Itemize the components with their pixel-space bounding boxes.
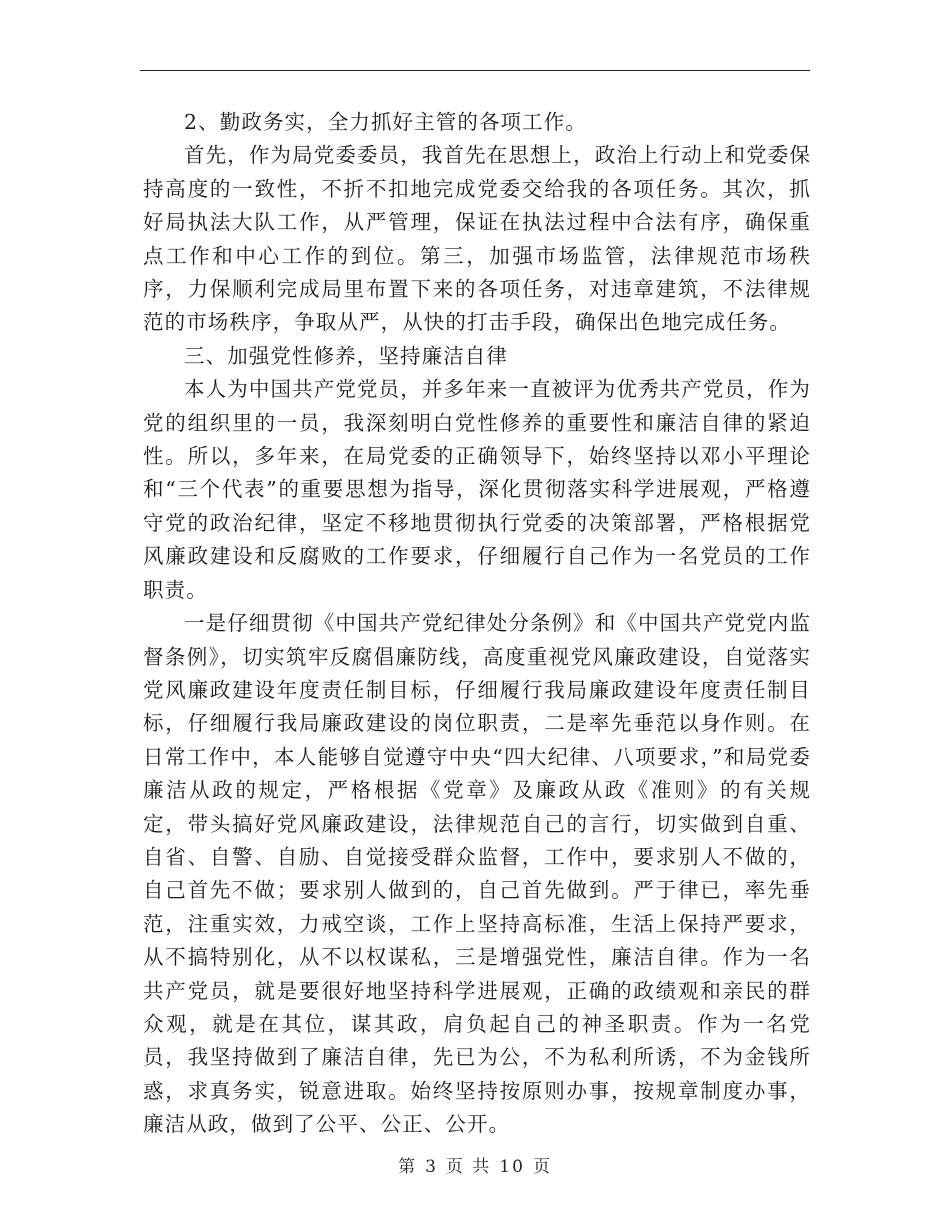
document-body [143,106,811,1142]
footer-prefix: 第 [398,1157,418,1177]
footer-suffix: 页 [532,1157,552,1177]
paragraph-work-details: 首先，作为局党委委员，我首先在思想上，政治上行动上和党委保持高度的一致性，不折不扣地完成党委交给我的各项任务。其次，抓好局执法大队工作，从严管理，保证在执法过程中合法有序，确保重点工作和中心工作的到位。第三，加强市场监管，法律规范市场秩序，力保顺利完成局里布置下来的各项任务，对违章建筑，不法律规范的市场秩序，争取从严，从快的打击手段，确保出色地完成任务。 [143,143,811,335]
footer-total-pages: 10 [499,1157,525,1177]
paragraph-integrity-measures: 一是仔细贯彻《中国共产党纪律处分条例》和《中国共产党党内监督条例》，切实筑牢反腐倡廉防线，高度重视党风廉政建设，自觉落实党风廉政建设年度责任制目标，仔细履行我局廉政建设年度责任制目标，仔细履行我局廉政建设的岗位职责，二是率先垂范以身作则。在日常工作中，本人能够自觉遵守中央“四大纪律、八项要求，”和局党委廉洁从政的规定，严格根据《党章》及廉政从政《准则》的有关规定，带头搞好党风廉政建设，法律规范自己的言行，切实做到自重、自省、自警、自励、自觉接受群众监督，工作中，要求别人不做的，自己首先不做；要求别人做到的，自己首先做到。严于律已，率先垂范，注重实效，力戒空谈，工作上坚持高标准，生活上保持严要求，从不搞特别化，从不以权谋私，三是增强党性，廉洁自律。作为一名共产党员，就是要很好地坚持科学进展观，正确的政绩观和亲民的群众观，就是在其位，谋其政，肩负起自己的神圣职责。作为一名党员，我坚持做到了廉洁自律，先已为公，不为私利所诱，不为金钱所惑，求真务实，锐意进取。始终坚持按原则办事，按规章制度办事，廉洁从政，做到了公平、公正、公开。 [143,611,811,1137]
header-rule [140,70,810,71]
section-heading-party-discipline: 三、加强党性修养，坚持廉洁自律 [184,343,508,368]
footer-middle: 页 共 [445,1157,492,1177]
footer-page-number: 3 [425,1157,438,1177]
paragraph-party-membership: 本人为中国共产党党员，并多年来一直被评为优秀共产党员，作为党的组织里的一员，我深刻明白党性修养的重要性和廉洁自律的紧迫性。所以，多年来，在局党委的正确领导下，始终坚持以邓小平理论和“三个代表”的重要思想为指导，深化贯彻落实科学进展观，严格遵守党的政治纪律，坚定不移地贯彻执行党委的决策部署，严格根据党风廉政建设和反腐败的工作要求，仔细履行自己作为一名党员的工作职责。 [143,377,811,602]
paragraph-work-heading: 2、勤政务实，全力抓好主管的各项工作。 [184,110,587,134]
page-footer [0,1152,950,1177]
